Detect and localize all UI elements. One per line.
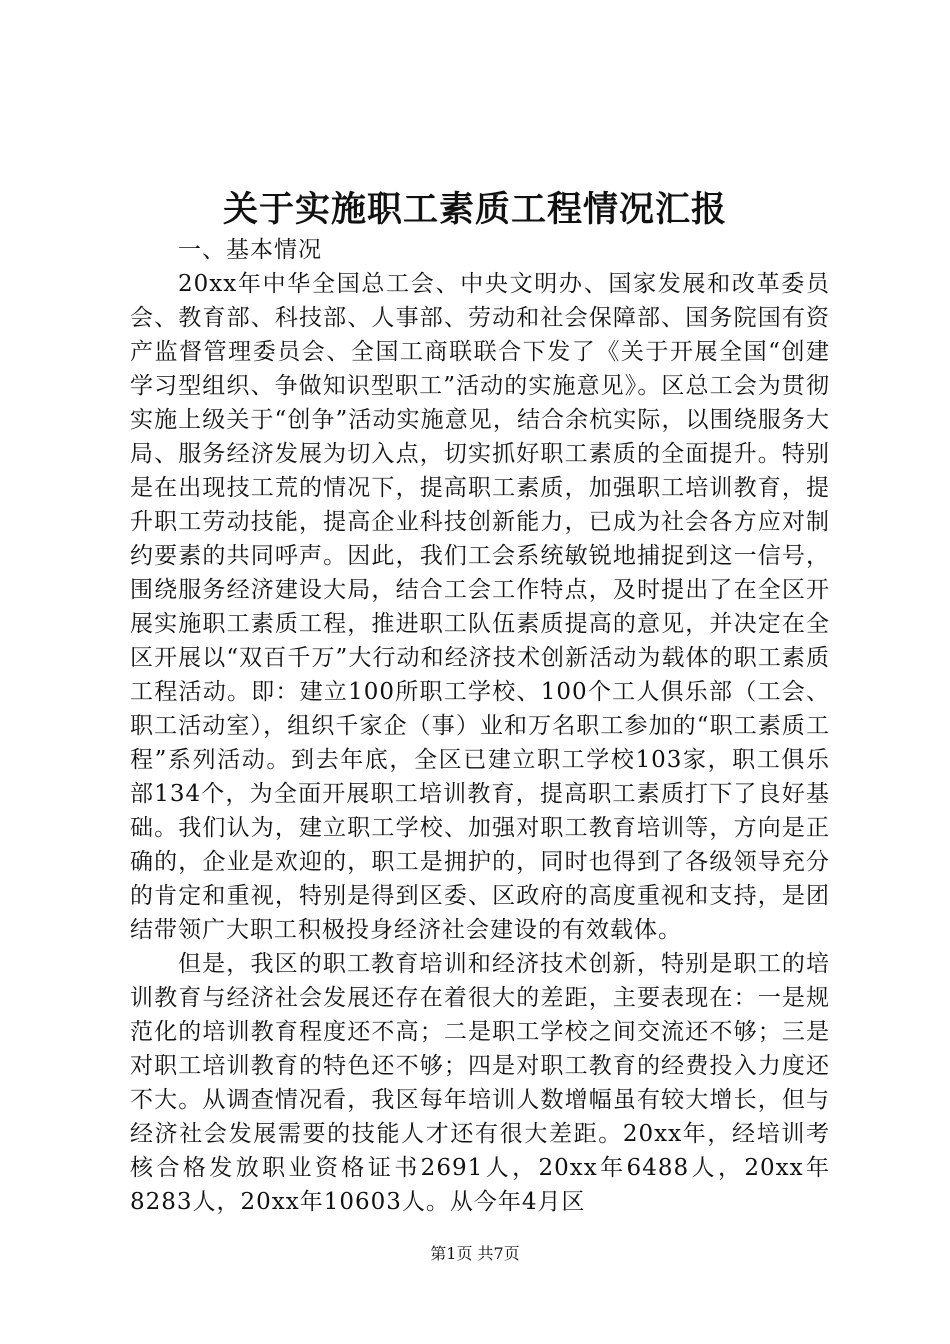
document-body bbox=[130, 233, 830, 1219]
page-number-footer: 第1页 共7页 bbox=[430, 1244, 520, 1263]
document-title: 关于实施职工素质工程情况汇报 bbox=[222, 189, 727, 230]
paragraph-1: 20xx年中华全国总工会、中央文明办、国家发展和改革委员会、教育部、科技部、人事部、劳动和社会保障部、国务院国有资产监督管理委员会、全国工商联联合下发了《关于开展全国“创建学习型组织、争做知识型职工”活动的实施意见》。区总工会为贯彻实施上级关于“创争”活动实施意见，结合余杭实际，以围绕服务大局、服务经济发展为切入点，切实抓好职工素质的全面提升。特别是在出现技工荒的情况下，提高职工素质，加强职工培训教育，提升职工劳动技能，提高企业科技创新能力，已成为社会各方应对制约要素的共同呼声。因此，我们工会系统敏锐地捕捉到这一信号，围绕服务经济建设大局，结合工会工作特点，及时提出了在全区开展实施职工素质工程，推进职工队伍素质提高的意见，并决定在全区开展以“双百千万”大行动和经济技术创新活动为载体的职工素质工程活动。即：建立100所职工学校、100个工人俱乐部（工会、职工活动室），组织千家企（事）业和万名职工参加的“职工素质工程”系列活动。到去年底，全区已建立职工学校103家，职工俱乐部134个，为全面开展职工培训教育，提高职工素质打下了良好基础。我们认为，建立职工学校、加强对职工教育培训等，方向是正确的，企业是欢迎的，职工是拥护的，同时也得到了各级领导充分的肯定和重视，特别是得到区委、区政府的高度重视和支持，是团结带领广大职工积极投身经济社会建设的有效载体。 bbox=[130, 271, 830, 943]
paragraph-2: 但是，我区的职工教育培训和经济技术创新，特别是职工的培训教育与经济社会发展还存在着很大的差距，主要表现在：一是规范化的培训教育程度还不高；二是职工学校之间交流还不够；三是对职工培训教育的特色还不够；四是对职工教育的经费投入力度还不大。从调查情况看，我区每年培训人数增幅虽有较大增长，但与经济社会发展需要的技能人才还有很大差距。20xx年，经培训考核合格发放职业资格证书2691人，20xx年6488人，20xx年8283人，20xx年10603人。从今年4月区 bbox=[130, 951, 830, 1215]
section-heading: 一、基本情况 bbox=[178, 237, 322, 263]
